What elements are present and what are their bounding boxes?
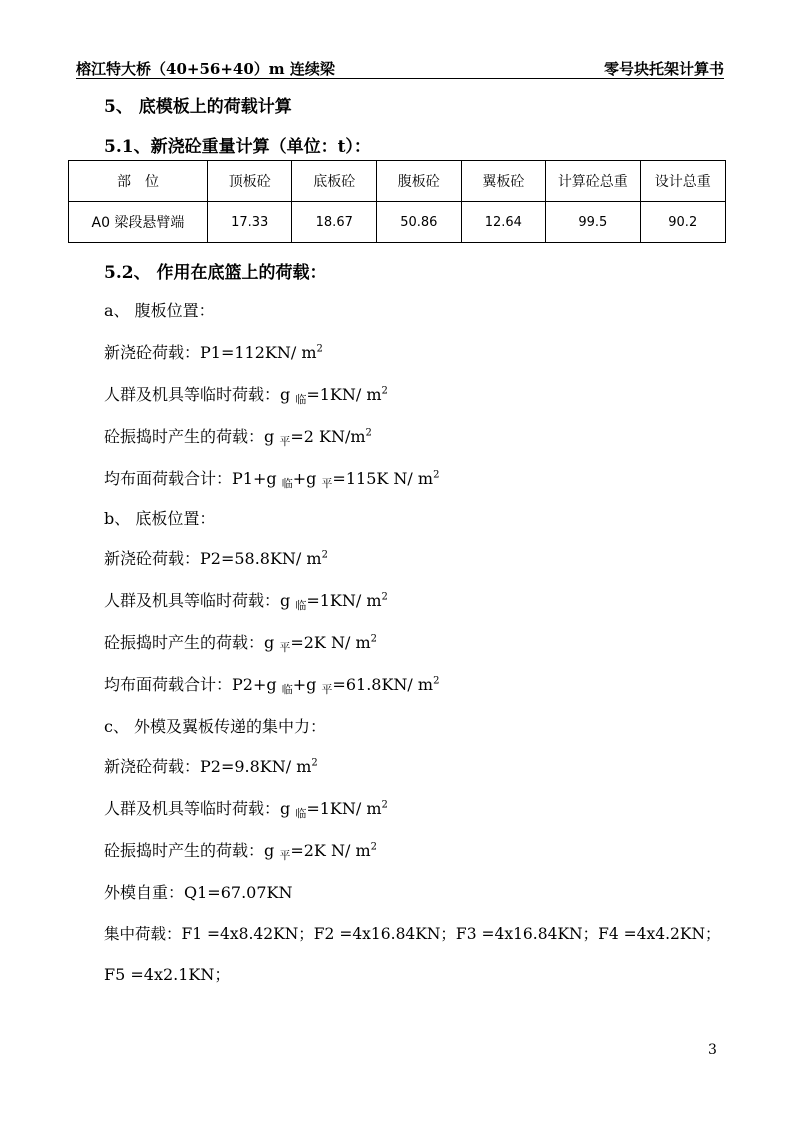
line-a-new-concrete-load: 新浇砼荷载：P1=112KN/ $m^2$ (104, 343, 323, 362)
line-c-vibration-load: 砼振捣时产生的荷载：g 平=2K N/ $m^2$ (104, 841, 377, 862)
line-b-new-concrete-load: 新浇砼荷载：P2=58.8KN/ $m^2$ (104, 549, 328, 568)
line-a-vibration-load: 砼振捣时产生的荷载：g 平=2 $KN/m^2$ (104, 427, 372, 448)
line-c-new-concrete-load: 新浇砼荷载：P2=9.8KN/ $m^2$ (104, 757, 318, 776)
line-b-vibration-load: 砼振捣时产生的荷载：g 平=2K N/ $m^2$ (104, 633, 377, 654)
table-cell: 99.5 (546, 202, 640, 243)
table-row (69, 202, 726, 243)
line-c-formwork-weight: 外模自重：Q1=67.07KN (104, 883, 293, 902)
subsection-b-title: b、 底板位置： (104, 509, 216, 528)
page-number: 3 (708, 1042, 717, 1058)
table-header-cell: 设计总重 (640, 161, 726, 202)
table-cell: 50.86 (377, 202, 462, 243)
section-5-1-heading: 5.1、新浇砼重量计算（单位：t）： (104, 137, 371, 157)
line-b-total-load: 均布面荷载合计：P2+g 临+g 平=61.8KN/ $m^2$ (104, 675, 440, 696)
table-header-row (69, 161, 726, 202)
section-5-2-heading: 5.2、 作用在底篮上的荷载： (104, 263, 327, 283)
table-header-cell: 翼板砼 (461, 161, 546, 202)
subsection-a-title: a、 腹板位置： (104, 301, 215, 320)
section-5-heading: 5、 底模板上的荷载计算 (104, 97, 292, 117)
page-header (76, 56, 724, 79)
table-cell: 90.2 (640, 202, 726, 243)
table-cell: A0 梁段悬臂端 (69, 202, 208, 243)
table-header-cell: 部 位 (69, 161, 208, 202)
header-project-title: 榕江特大桥（40+56+40）m 连续梁 (76, 60, 335, 78)
header-document-title: 零号块托架计算书 (603, 60, 724, 78)
line-b-temporary-load: 人群及机具等临时荷载：g 临=1KN/ $m^2$ (104, 591, 388, 612)
line-c-temporary-load: 人群及机具等临时荷载：g 临=1KN/ $m^2$ (104, 799, 388, 820)
line-c-concentrated-loads-cont: F5 =4x2.1KN； (104, 965, 231, 984)
concrete-weight-table (68, 160, 726, 243)
subsection-c-title: c、 外模及翼板传递的集中力： (104, 717, 327, 736)
table-header-cell: 底板砼 (292, 161, 377, 202)
line-a-temporary-load: 人群及机具等临时荷载：g 临=1KN/ $m^2$ (104, 385, 388, 406)
table-cell: 12.64 (461, 202, 546, 243)
line-c-concentrated-loads: 集中荷载：F1 =4x8.42KN；F2 =4x16.84KN；F3 =4x16.84KN；F4 =4x4.2KN； (104, 925, 721, 943)
table-header-cell: 顶板砼 (207, 161, 292, 202)
table-header-cell: 计算砼总重 (546, 161, 640, 202)
table-cell: 18.67 (292, 202, 377, 243)
table-header-cell: 腹板砼 (377, 161, 462, 202)
line-a-total-load: 均布面荷载合计：P1+g 临+g 平=115K N/ $m^2$ (104, 469, 440, 490)
table-cell: 17.33 (207, 202, 292, 243)
